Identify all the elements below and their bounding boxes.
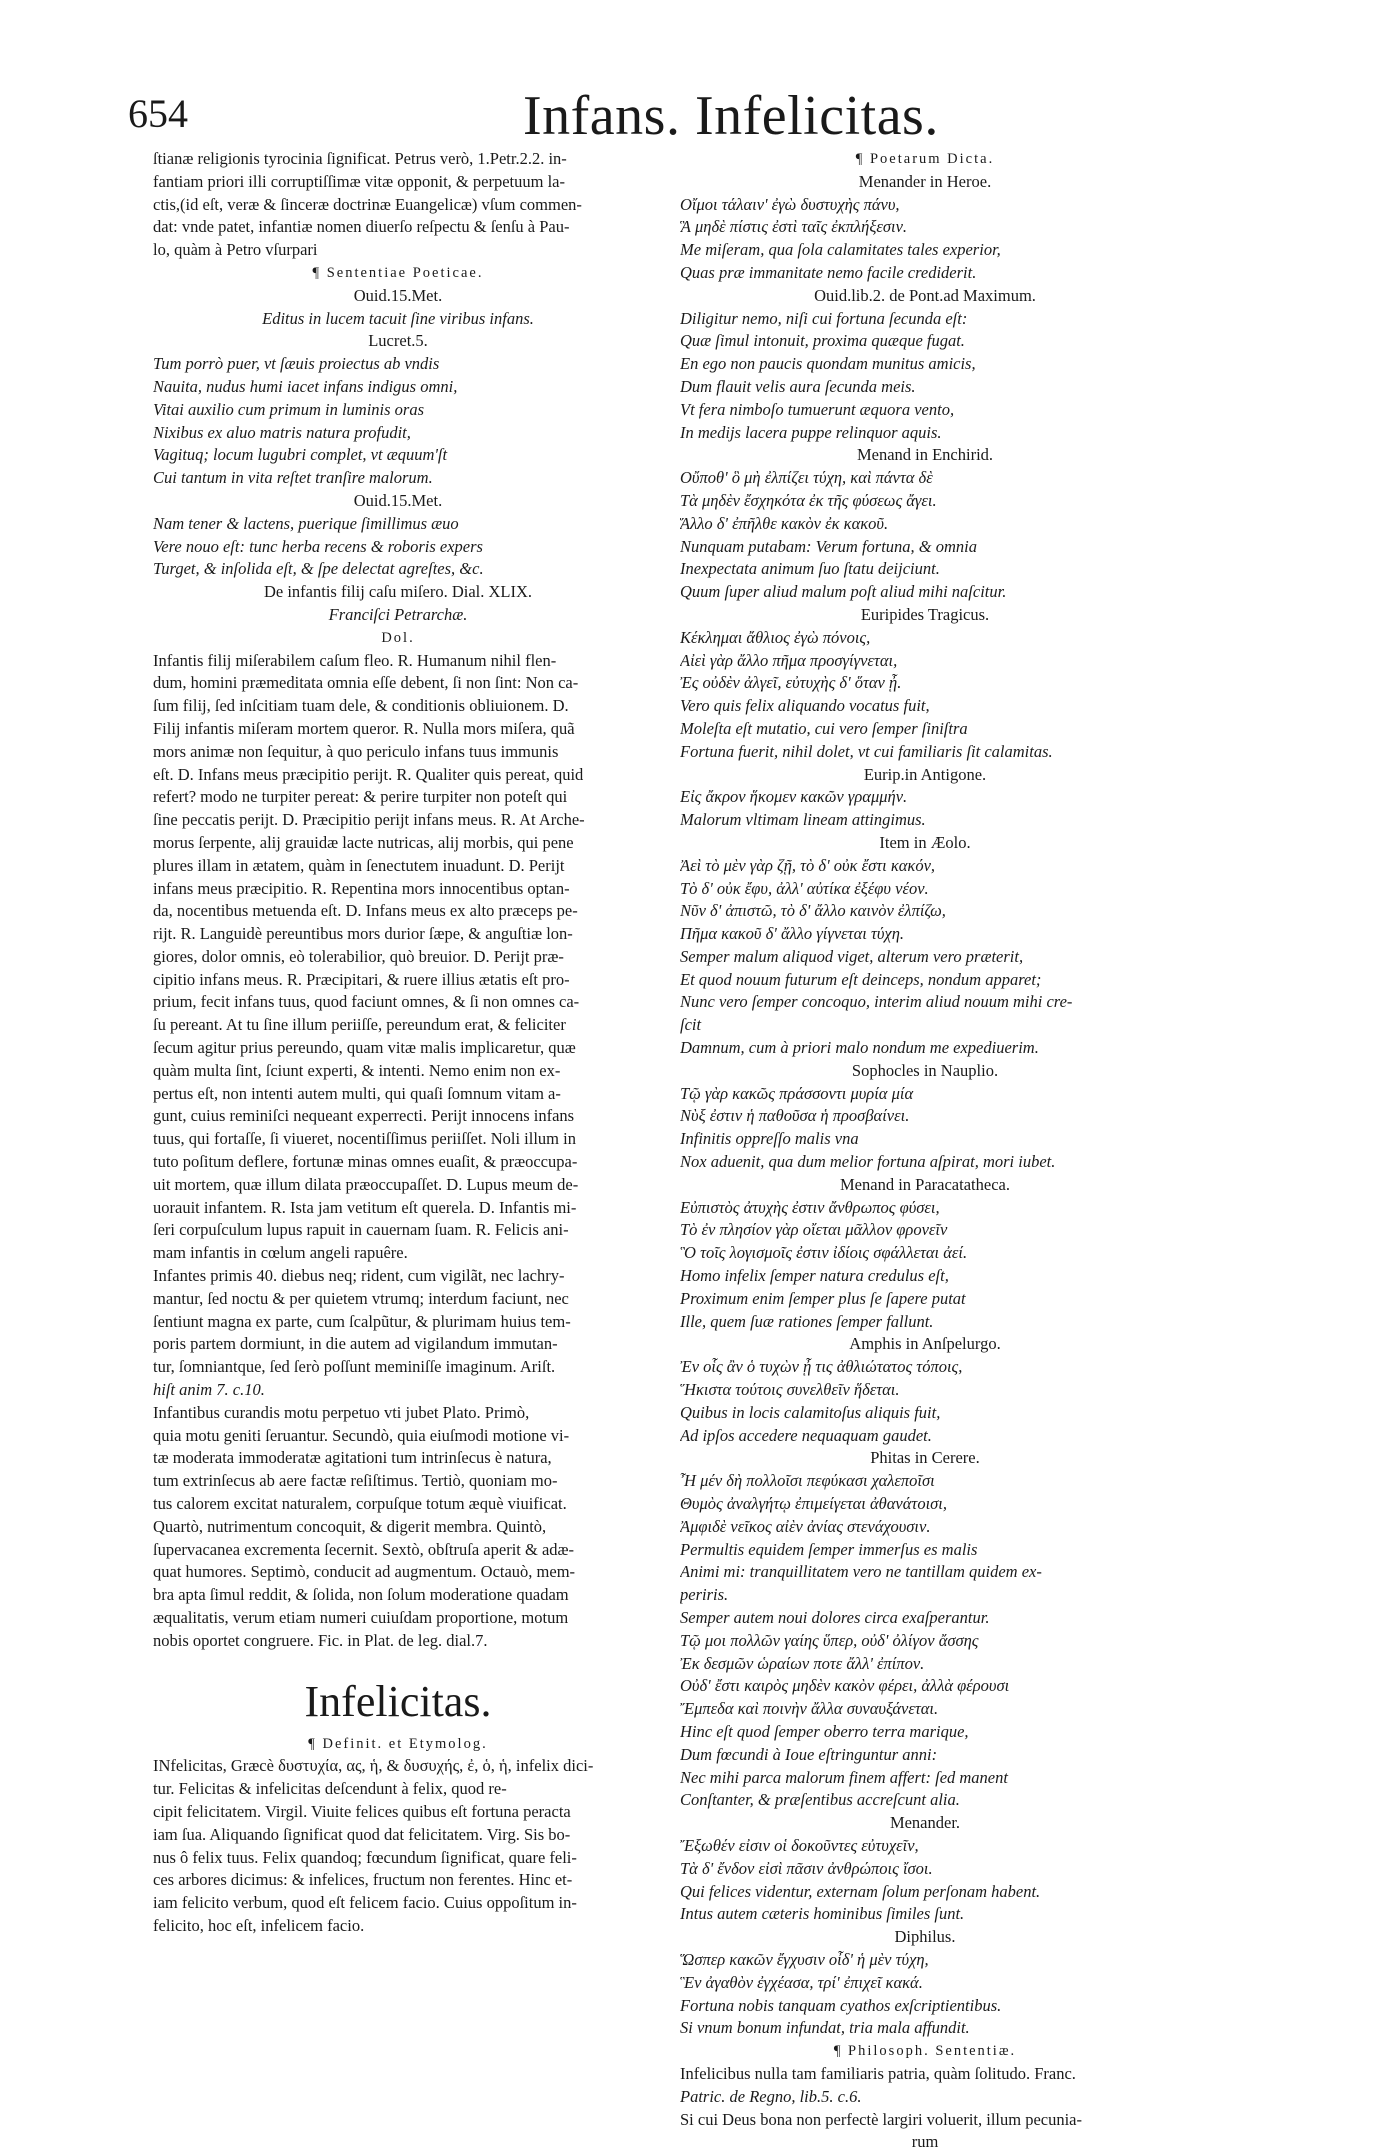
left-column [153,148,643,1938]
text-line: ¶ Definit. et Etymolog. [308,1735,488,1752]
text-line: mam infantis in cœlum angeli rapuêre. [153,1243,408,1263]
text-line: uorauit infantem. R. Ista jam vetitum eſt querela. D. Infantis mi- [153,1197,577,1217]
text-line: Malorum vltimam lineam attingimus. [680,810,926,830]
text-line: Et quod nouum futurum eſt deinceps, nondum apparet; [680,969,1042,989]
text-line: Editus in lucem tacuit ſine viribus infans. [262,308,534,328]
text-line: tur, ſomniantque, ſed ſerò poſſunt meminiſſe imaginum. Ariſt. [153,1357,556,1377]
text-line: quat humores. Septimò, conducit ad augmentum. Octauò, mem- [153,1562,576,1582]
text-line: quàm multa ſint, ſciunt experti, & intenti. Nemo enim non ex- [153,1060,561,1080]
text-line: Euripides Tragicus. [860,604,990,624]
text-line: ſtianæ religionis tyrocinia ſignificat. Petrus verò, 1.Petr.2.2. in- [153,149,567,168]
text-line: Vere nouo eſt: tunc herba recens & roboris expers [153,536,483,556]
text-line: tæ moderata immoderatæ agitationi tum intrinſecus è natura, [153,1448,552,1468]
text-line: ſentiunt magna ex parte, cum ſcalpũtur, & plurimam huius tem- [153,1311,571,1331]
text-line: Nixibus ex aluo matris natura profudit, [153,422,411,442]
text-line: De infantis filij caſu miſero. Dial. XLIX. [263,582,533,602]
text-line: Νῦν δ' ἀπιστῶ, τὸ δ' ἄλλο καινὸν ἐλπίζω, [680,901,946,921]
text-line: INfelicitas, Græcè δυστυχία, ας, ἡ, & δυσυχής, ἐ, ὁ, ἡ, infelix dici- [153,1756,594,1776]
text-line: ces arbores dicimus: & infelices, fructum non ferentes. Hinc et- [153,1870,573,1890]
text-line: Infelicitas. [304,1676,492,1726]
text-line: Fortuna fuerit, nihil dolet, vt cui familiaris ſit calamitas. [680,741,1053,761]
text-line: Menand in Paracatatheca. [840,1174,1010,1194]
text-line: dum, homini præmeditata omnia eſſe debent, ſi non ſint: Non ca- [153,673,579,693]
text-line: Infantes primis 40. diebus neq; rident, cum vigilãt, nec lachry- [153,1266,565,1286]
text-line: nus ô felix tuus. Felix quandoq; fœcundum ſignificat, quare feli- [153,1847,577,1867]
text-line: Τῷ μοι πολλῶν γαίης ὕπερ, οὐδ' ὀλίγον ἄσσης [680,1630,979,1650]
text-line: Ἃ μηδὲ πίστις ἐστὶ ταῖς ἐκπλήξεσιν. [680,217,908,237]
text-line: Infinitis oppreſſo malis vna [680,1129,859,1149]
text-line: Si cui Deus bona non perfectè largiri voluerit, illum pecunia- [680,2109,1082,2129]
text-line: infans meus præcipitio. R. Repentina mors innocentibus optan- [153,878,570,898]
text-line: Tum porrò puer, vt ſæuis proiectus ab vndis [153,354,440,374]
text-line: Infantis filij miſerabilem caſum fleo. R. Humanum nihil flen- [153,650,557,670]
text-line: ſu pereant. At tu ſine illum periiſſe, pereundum erat, & feliciter [153,1015,566,1035]
text-line: Εἰς ἄκρον ἥκομεν κακῶν γραμμήν. [680,787,908,807]
text-line: nobis oportet congruere. Fic. in Plat. de leg. dial.7. [153,1630,488,1650]
text-line: æqualitatis, verum etiam numeri cuiuſdam proportione, motum [153,1608,569,1627]
text-line: Turget, & inſolida eſt, & ſpe delectat agreſtes, &c. [153,559,484,579]
text-line: poris partem dormiunt, in die autem ad vigilandum immutan- [153,1334,558,1354]
text-line: Ἥκιστα τούτοις συνελθεῖν ἥδεται. [680,1380,900,1400]
text-line: Quæ ſimul intonuit, proxima quæque fugat. [680,331,965,351]
text-line: Ἔξωθέν εἰσιν οἱ δοκοῦντες εὐτυχεῖν, [680,1835,919,1855]
text-line: Menander. [889,1813,961,1833]
text-line: fantiam priori illi corruptiſſimæ vitæ opponit, & perpetuum la- [153,171,565,191]
text-line: Moleſta eſt mutatio, cui vero ſemper ſiniſtra [680,718,968,738]
text-line: Ἐκ δεσμῶν ὡραίων ποτε ἄλλ' ἐπίπον. [680,1653,925,1673]
text-line: Dum flauit velis aura ſecunda meis. [680,376,916,396]
text-line: Dum fœcundi à Ioue eſtringuntur anni: [680,1744,938,1764]
text-line: mantur, ſed noctu & per quietem vtrumq; interdum faciunt, nec [153,1288,569,1308]
text-line: iam ſua. Aliquando ſignificat quod dat felicitatem. Virg. Sis bo- [153,1824,571,1844]
text-line: tur. Felicitas & infelicitas deſcendunt à felix, quod re- [153,1779,507,1799]
text-line: iam felicito verbum, quod eſt felicem facio. Cuius oppoſitum in- [153,1893,577,1913]
text-line: Ὃ τοῖς λογισμοῖς ἐστιν ἰδίοις σφάλλεται ἀεί. [680,1243,968,1263]
text-line: da, nocentibus metuenda eſt. D. Infans meus ex alto præceps pe- [153,901,578,921]
text-line: ſecum agitur prius pereundo, quam vitæ malis implicaretur, quæ [153,1038,576,1058]
text-line: Νὺξ ἐστιν ἡ παθοῦσα ἡ προσβαίνει. [680,1106,910,1126]
text-line: Nunquam putabam: Verum fortuna, & omnia [680,536,977,556]
text-line: Menand in Enchirid. [856,445,994,465]
text-line: Ἄλλο δ' ἐπῆλθε κακὸν ἐκ κακοῦ. [680,513,889,533]
text-line: Vero quis felix aliquando vocatus fuit, [680,696,930,716]
text-line: hiſt anim 7. c.10. [153,1380,265,1400]
text-line: Οἴμοι τάλαιν' ἐγὼ δυστυχὴς πάνυ, [680,194,900,214]
text-line: pertus eſt, non intenti autem multi, qui quaſi ſomnum vitam a- [153,1083,561,1103]
text-line: Cui tantum in vita reſtet tranſire malorum. [153,468,433,488]
text-line: refert? modo ne turpiter pereat: & perire turpiter non poteſt qui [153,787,568,807]
text-line: Πῆμα κακοῦ δ' ἄλλο γίγνεται τύχη. [680,924,905,944]
text-line: Quartò, nutrimentum concoquit, & digerit membra. Quintò, [153,1516,547,1536]
text-line: Phitas in Cerere. [870,1448,980,1468]
text-line: Κέκλημαι ἄθλιος ἐγὼ πόνοις, [680,627,871,647]
page-number: 654 [128,91,188,136]
text-line: Nunc vero ſemper concoquo, interim aliud nouum mihi cre- [680,992,1073,1012]
text-line: mors animæ non ſequitur, à quo periculo infans tuus immunis [153,741,559,761]
text-line: Inexpectata animum ſuo ſtatu deijciunt. [680,559,940,579]
text-line: ¶ Poetarum Dicta. [855,151,995,167]
text-line: tuto poſitum deflere, fortunæ minas omnes euaſit, & præoccupa- [153,1152,578,1172]
text-line: Quibus in locis calamitoſus aliquis fuit, [680,1402,941,1422]
text-line: Εὐπιστὸς ἀτυχὴς ἐστιν ἄνθρωπος φύσει, [680,1197,940,1217]
text-line: ctis,(id eſt, veræ & ſinceræ doctrinæ Euangelicæ) vſum commen- [153,194,582,214]
text-line: Me miſeram, qua ſola calamitates tales experior, [680,240,1001,260]
text-line: Ἔμπεδα καὶ ποινὴν ἄλλα συναυξάνεται. [680,1699,939,1719]
text-line: periris. [680,1585,729,1605]
text-line: Intus autem cæteris hominibus ſimiles ſunt. [680,1904,965,1924]
text-line: uit mortem, quæ illum dilata præoccupaſſet. D. Lupus meum de- [153,1174,579,1194]
text-line: rijt. R. Languidè pereuntibus mors durior ſæpe, & anguſtiæ lon- [153,924,573,944]
text-line: lo, quàm à Petro vſurpari [153,240,318,260]
text-line: Ille, quem ſuæ rationes ſemper fallunt. [680,1311,934,1331]
text-line: ¶ Sententiae Poeticae. [312,264,484,281]
text-line: felicito, hoc eſt, infelicem facio. [153,1915,365,1935]
text-line: Ouid.15.Met. [353,490,443,510]
text-line: rum [911,2132,939,2152]
text-line: Permultis equidem ſemper immerſus es malis [680,1539,978,1559]
text-line: Ad ipſos accedere nequaquam gaudet. [680,1425,932,1445]
text-line: ¶ Philosoph. Sententiæ. [833,2043,1017,2060]
text-line: Franciſci Petrarchæ. [328,604,468,624]
text-line: Τὰ μηδὲν ἔσχηκότα ἐκ τῆς φύσεως ἄγει. [680,490,937,510]
text-line: Patric. de Regno, lib.5. c.6. [680,2086,862,2106]
text-line: Nauita, nudus humi iacet infans indigus omni, [153,376,458,396]
text-line: cipit felicitatem. Virgil. Viuite felices quibus eſt fortuna peracta [153,1801,571,1821]
text-line: Quas præ immanitate nemo facile crediderit. [680,262,977,282]
running-title: Infans. Infelicitas. [523,85,939,147]
text-line: ſcit [680,1015,702,1035]
text-line: Ouid.15.Met. [353,285,443,305]
text-line: Ἐν οἷς ἂν ὁ τυχὼν ᾖ τις ἀθλιώτατος τόποις, [680,1357,963,1377]
text-line: In medijs lacera puppe relinquor aquis. [680,422,942,442]
text-line: tum extrinſecus ab aere factæ reſiſtimus. Tertiò, quoniam mo- [153,1471,558,1491]
text-line: Conſtanter, & præſentibus accreſcunt alia. [680,1790,960,1810]
text-line: morus ſerpente, alij grauidæ lacte nutricas, alij morbis, qui pene [153,832,574,852]
text-line: Nox aduenit, qua dum melior fortuna aſpirat, mori iubet. [680,1152,1056,1172]
text-line: cipitio infans meus. R. Præcipitari, & ruere illius ætatis eſt pro- [153,969,570,989]
text-line: ſine peccatis perijt. D. Præcipitio perijt infans meus. R. At Arche- [153,810,585,830]
text-line: Fortuna nobis tanquam cyathos exſcriptientibus. [680,1995,1002,2015]
text-line: Diphilus. [894,1927,956,1947]
text-line: Hinc eſt quod ſemper oberro terra marique, [680,1721,969,1741]
text-line: ſeri corpuſculum lupus rapuit in cauernam ſuam. R. Felicis ani- [153,1220,569,1240]
text-line: Lucret.5. [368,331,428,351]
text-line: prium, fecit infans tuus, quod faciunt omnes, & ſi non omnes ca- [153,992,580,1012]
text-line: Τῷ γὰρ κακῶς πράσσοντι μυρία μία [680,1083,914,1103]
text-line: Quum ſuper aliud malum poſt aliud mihi naſcitur. [680,582,1007,602]
text-line: Θυμὸς ἀναλγήτῳ ἐπιμείγεται ἀθανάτοισι, [680,1494,947,1514]
text-line: Filij infantis miſeram mortem queror. R. Nulla mors miſera, quã [153,718,575,738]
text-line: Eurip.in Antigone. [863,764,987,784]
text-line: Ἓν ἀγαθὸν ἐγχέασα, τρί' ἐπιχεῖ κακά. [680,1972,923,1992]
text-line: bra apta ſimul reddit, & ſolida, non ſolum moderatione quadam [153,1585,569,1605]
text-line: Item in Æolo. [879,832,971,852]
text-line: Sophocles in Nauplio. [851,1060,999,1080]
text-line: Οὔποθ' ὃ μὴ ἐλπίζει τύχη, καὶ πάντα δὲ [680,468,933,488]
text-line: Αἰεὶ γὰρ ἄλλο πῆμα προσγίγνεται, [680,650,898,670]
text-line: Vagituq; locum lugubri complet, vt æquum'ſt [153,445,448,465]
text-line: plures illam in ætatem, quàm in ſenectutem inuadunt. D. Perijt [153,855,565,875]
text-line: giores, dolor omnis, eò tolerabilior, quò breuior. D. Perijt præ- [153,946,564,966]
text-line: Qui felices videntur, externam ſolum perſonam habent. [680,1881,1041,1901]
text-line: Infelicibus nulla tam familiaris patria, quàm ſolitudo. Franc. [680,2063,1076,2083]
text-line: Dol. [381,629,415,646]
text-line: Οὐδ' ἔστι καιρὸς μηδὲν κακὸν φέρει, ἀλλὰ φέρουσι [680,1676,1010,1696]
text-line: Ἀεὶ τὸ μὲν γὰρ ζῇ, τὸ δ' οὐκ ἔστι κακόν, [680,855,936,875]
text-line: Amphis in Anſpelurgo. [849,1334,1001,1354]
text-line: Diligitur nemo, niſi cui fortuna ſecunda eſt: [680,308,968,328]
text-line: Τὸ ἐν πλησίον γὰρ οἴεται μᾶλλον φρονεῖν [680,1220,948,1240]
text-line: Vitai auxilio cum primum in luminis oras [153,399,425,419]
text-line: Si vnum bonum infundat, tria mala affundit. [680,2018,970,2038]
text-line: quia motu geniti ſeruantur. Secundò, quia eiuſmodi motione vi- [153,1425,570,1445]
text-line: Nec mihi parca malorum finem affert: ſed manent [680,1767,1008,1787]
right-column [680,148,1170,2154]
page-header [128,84,1258,147]
text-line: ſum filij, ſed inſcitiam tuam dele, & conditionis obliuionem. D. [153,696,569,716]
text-line: Homo infelix ſemper natura credulus eſt, [680,1266,949,1286]
text-line: Semper autem noui dolores circa exaſperantur. [680,1608,990,1627]
text-line: En ego non paucis quondam munitus amicis, [680,354,976,374]
text-line: Proximum enim ſemper plus ſe ſapere putat [680,1288,966,1308]
text-line: gunt, cuius reminiſci nequeant experrecti. Perijt innocens infans [153,1106,575,1126]
text-line: Semper malum aliquod viget, alterum vero præterit, [680,946,1024,966]
text-line: ſupervacanea excrementa ſecernit. Sextò, obſtruſa aperit & adæ- [153,1539,575,1559]
text-line: tuus, qui fortaſſe, ſi viueret, nocentiſſimus periiſſet. Noli illum in [153,1129,576,1149]
text-line: Τὸ δ' οὐκ ἔφυ, ἀλλ' αὐτίκα ἐξέφυ νέον. [680,878,929,898]
text-line: tus calorem excitat naturalem, corpuſque totum æquè viuificat. [153,1494,567,1514]
text-line: Vt fera nimboſo tumuerunt æquora vento, [680,399,955,419]
text-line: Infantibus curandis motu perpetuo vti jubet Plato. Primò, [153,1402,530,1422]
text-line: Τὰ δ' ἔνδον εἰσὶ πᾶσιν ἀνθρώποις ἴσοι. [680,1858,933,1878]
text-line: Ἐς οὐδὲν ἀλγεῖ, εὐτυχὴς δ' ὅταν ᾖ. [680,673,902,693]
text-line: Nam tener & lactens, puerique ſimillimus æuo [153,513,459,533]
text-line: Ἦ μέν δὴ πολλοῖσι πεφύκασι χαλεποῖσι [680,1471,935,1491]
text-line: Menander in Heroe. [858,171,992,191]
text-line: Ὥσπερ κακῶν ἔγχυσιν οἶδ' ἡ μὲν τύχη, [680,1949,929,1969]
text-line: eſt. D. Infans meus præcipitio perijt. R. Qualiter quis pereat, quid [153,764,584,784]
text-line: Animi mi: tranquillitatem vero ne tantillam quidem ex- [680,1562,1042,1582]
text-line: Damnum, cum à priori malo nondum me expediuerim. [680,1038,1039,1058]
text-line: Ouid.lib.2. de Pont.ad Maximum. [814,285,1036,305]
text-line: Ἀμφιδὲ νεῖκος αἰὲν ἀνίας στενάχουσιν. [680,1516,931,1536]
text-line: dat: vnde patet, infantiæ nomen diuerſo reſpectu & ſenſu à Pau- [153,217,570,237]
